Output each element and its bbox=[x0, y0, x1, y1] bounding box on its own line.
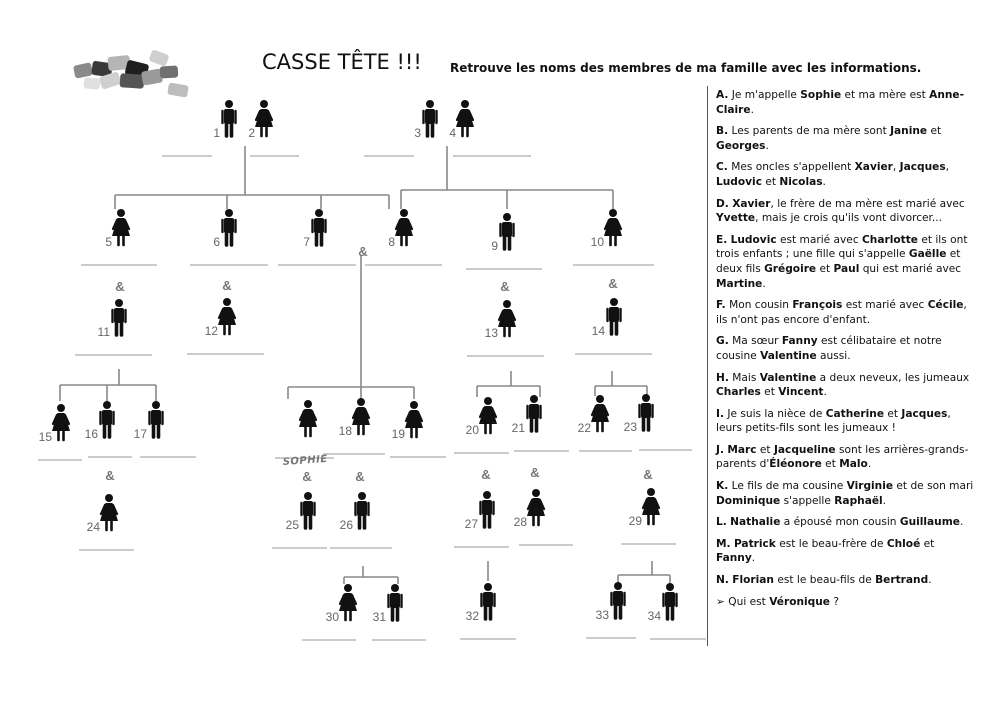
female-person-icon bbox=[527, 489, 545, 525]
clue-name: Raphaël bbox=[834, 494, 883, 507]
clue-letter: G. bbox=[716, 335, 729, 348]
person-number: 6 bbox=[213, 235, 220, 249]
clue-text: , ils n'ont pas encore d'enfant. bbox=[716, 299, 967, 326]
clue-item bbox=[716, 197, 974, 226]
male-person-icon bbox=[612, 582, 625, 618]
clue-letter: B. bbox=[716, 125, 729, 138]
male-person-icon bbox=[302, 492, 315, 528]
clue-name: Grégoire bbox=[764, 262, 817, 275]
male-person-icon bbox=[113, 299, 126, 335]
clue-letter: ➢ bbox=[716, 595, 725, 608]
clue-item bbox=[716, 160, 974, 189]
clue-name: Dominique bbox=[716, 494, 781, 507]
clue-text: , mais je crois qu'ils vont divorcer... bbox=[755, 212, 943, 225]
person-number: 11 bbox=[97, 325, 110, 339]
person-number: 29 bbox=[628, 514, 642, 528]
person-number: 10 bbox=[590, 235, 604, 249]
person-number: 5 bbox=[105, 235, 112, 249]
clue-text: est le beau-frère de bbox=[775, 537, 887, 550]
female-person-icon bbox=[299, 400, 317, 436]
female-person-icon bbox=[591, 395, 609, 431]
male-person-icon bbox=[424, 100, 437, 136]
person-number: 15 bbox=[38, 430, 52, 444]
clue-text: et bbox=[756, 443, 774, 456]
clue-text: et deux fils bbox=[716, 248, 961, 275]
clue-letter: A. bbox=[716, 89, 729, 101]
clue-name: Valentine bbox=[759, 371, 817, 384]
person-number: 17 bbox=[133, 427, 147, 441]
clue-item bbox=[716, 334, 974, 363]
clue-text: . bbox=[751, 552, 756, 565]
male-person-icon bbox=[150, 401, 163, 437]
clue-text: . bbox=[867, 458, 872, 471]
clue-name: Valentine bbox=[760, 349, 817, 362]
person-number: 2 bbox=[248, 126, 255, 140]
clue-letter: J. bbox=[716, 443, 724, 456]
clue-text: qui est marié avec bbox=[859, 262, 962, 275]
clue-name: Fanny bbox=[716, 552, 752, 565]
clue-name: Martine bbox=[716, 277, 763, 290]
clue-name: Yvette bbox=[716, 212, 756, 225]
clue-text: et bbox=[927, 125, 942, 138]
clue-text: a épousé mon cousin bbox=[780, 516, 900, 529]
person-number: 4 bbox=[449, 126, 456, 140]
clue-text: Mes oncles s'appellent bbox=[731, 161, 855, 174]
clue-name: Jacques bbox=[899, 161, 946, 174]
clue-letter: D. bbox=[716, 197, 729, 210]
clue-name: Cécile bbox=[927, 299, 964, 312]
clue-text: . bbox=[928, 574, 932, 587]
clue-name: Anne-Claire bbox=[716, 89, 965, 116]
clue-text: , bbox=[945, 161, 950, 174]
person-number: 9 bbox=[491, 239, 498, 253]
clue-name: Georges bbox=[716, 139, 766, 152]
clue-text: et ma mère est bbox=[841, 89, 930, 101]
clue-name: Florian bbox=[732, 574, 774, 587]
clue-text: ? bbox=[829, 595, 839, 608]
person-number: 26 bbox=[339, 518, 353, 532]
page-title: CASSE TÊTE !!! bbox=[262, 50, 422, 74]
clue-text: . bbox=[762, 277, 766, 290]
clue-name: Jacqueline bbox=[773, 443, 836, 456]
clue-letter: K. bbox=[716, 480, 729, 493]
male-person-icon bbox=[356, 492, 369, 528]
female-person-icon bbox=[498, 300, 516, 336]
clue-letter: N. bbox=[716, 574, 729, 587]
clue-text: Mon cousin bbox=[729, 299, 793, 312]
clue-text: est célibataire et notre cousine bbox=[716, 335, 942, 362]
clue-text: a deux neveux, les jumeaux bbox=[816, 371, 970, 384]
clue-text: est le beau-fils de bbox=[773, 574, 876, 587]
clue-text: sont les arrières-grands-parents d' bbox=[716, 443, 969, 471]
clues-divider bbox=[707, 86, 708, 646]
clue-name: Paul bbox=[833, 262, 860, 275]
person-number: 23 bbox=[623, 420, 637, 434]
clue-text: Le fils de ma cousine bbox=[731, 480, 847, 493]
clue-letter: I. bbox=[716, 407, 724, 420]
female-person-icon bbox=[255, 100, 273, 136]
person-number: 3 bbox=[414, 126, 421, 140]
person-number: 1 bbox=[213, 126, 220, 140]
clue-name: Fanny bbox=[781, 335, 818, 348]
clue-name: Patrick bbox=[733, 537, 776, 550]
clues-list bbox=[716, 88, 974, 616]
ampersand: & bbox=[355, 469, 365, 484]
female-person-icon bbox=[352, 398, 370, 434]
clue-item bbox=[716, 573, 974, 588]
clue-name: Ludovic bbox=[730, 233, 777, 246]
clue-name: Nicolas bbox=[779, 175, 823, 188]
male-person-icon bbox=[223, 209, 236, 245]
clue-name: Nathalie bbox=[730, 516, 781, 529]
male-person-icon bbox=[608, 298, 621, 334]
clue-text: est marié avec bbox=[776, 233, 863, 246]
female-person-icon bbox=[52, 404, 70, 440]
clue-letter: E. bbox=[716, 233, 728, 246]
ampersand: & bbox=[105, 468, 115, 483]
clue-item bbox=[716, 479, 974, 508]
person-number: 22 bbox=[577, 421, 591, 435]
ampersand: & bbox=[643, 467, 653, 482]
clue-text: Qui est bbox=[728, 595, 770, 608]
clue-name: Charlotte bbox=[862, 233, 918, 246]
clue-name: Vincent bbox=[778, 386, 824, 399]
person-number: 33 bbox=[595, 608, 609, 622]
clue-text: , bbox=[892, 161, 900, 174]
person-number: 21 bbox=[511, 421, 525, 435]
person-number: 25 bbox=[285, 518, 299, 532]
person-number: 8 bbox=[388, 235, 395, 249]
clue-name: Malo bbox=[839, 458, 868, 471]
clue-text: . bbox=[765, 139, 769, 152]
clue-letter: C. bbox=[716, 161, 728, 174]
female-person-icon bbox=[339, 584, 357, 620]
female-person-icon bbox=[479, 397, 497, 433]
person-number: 16 bbox=[84, 427, 98, 441]
ampersand: & bbox=[115, 279, 125, 294]
clue-name: Sophie bbox=[800, 89, 842, 101]
clue-letter: M. bbox=[716, 537, 731, 550]
clue-text: et bbox=[920, 537, 935, 550]
male-person-icon bbox=[481, 491, 494, 527]
clue-name: Ludovic bbox=[716, 175, 762, 188]
male-person-icon bbox=[501, 213, 514, 249]
female-person-icon bbox=[100, 494, 118, 530]
clue-text: Je suis la nièce de bbox=[727, 407, 826, 420]
person-number: 32 bbox=[465, 609, 479, 623]
page-subtitle: Retrouve les noms des membres de ma famille avec les informations. bbox=[450, 61, 922, 75]
clue-letter: F. bbox=[716, 299, 726, 312]
male-person-icon bbox=[313, 209, 326, 245]
clue-text: . bbox=[750, 103, 754, 116]
clue-name: Catherine bbox=[825, 407, 885, 420]
ampersand: & bbox=[608, 276, 618, 291]
clue-text: . bbox=[882, 494, 887, 507]
person-number: 31 bbox=[372, 610, 386, 624]
person-number: 7 bbox=[303, 235, 310, 249]
person-number: 20 bbox=[465, 423, 479, 437]
female-person-icon bbox=[456, 100, 474, 136]
person-number: 27 bbox=[464, 517, 478, 531]
clue-item bbox=[716, 233, 974, 291]
female-person-icon bbox=[218, 298, 236, 334]
clue-name: Chloé bbox=[886, 537, 921, 550]
clue-text: Ma sœur bbox=[732, 335, 782, 348]
person-number: 34 bbox=[647, 609, 661, 623]
clue-name: Gaëlle bbox=[908, 248, 947, 261]
clue-name: Virginie bbox=[846, 480, 894, 493]
clue-item bbox=[716, 443, 974, 472]
clue-text: s'appelle bbox=[780, 494, 835, 507]
person-number: 19 bbox=[391, 427, 405, 441]
clue-text: Les parents de ma mère sont bbox=[731, 125, 891, 138]
clue-text: . bbox=[822, 175, 826, 188]
male-person-icon bbox=[389, 584, 402, 620]
clue-item bbox=[716, 88, 974, 117]
female-person-icon bbox=[604, 209, 622, 245]
person-number: 30 bbox=[325, 610, 339, 624]
female-person-icon bbox=[112, 209, 130, 245]
clue-name: Bertrand bbox=[875, 574, 929, 587]
ampersand: & bbox=[358, 244, 368, 259]
clue-item bbox=[716, 515, 974, 530]
person-number: 18 bbox=[338, 424, 352, 438]
person-number: 13 bbox=[484, 326, 498, 340]
male-person-icon bbox=[101, 401, 114, 437]
sophie-handwritten-label: SOPHIE bbox=[282, 453, 329, 468]
clue-letter: H. bbox=[716, 371, 729, 384]
clue-text: et de son mari bbox=[893, 480, 974, 493]
person-number: 14 bbox=[591, 324, 605, 338]
clue-item bbox=[716, 407, 974, 436]
male-person-icon bbox=[528, 395, 541, 431]
person-number: 24 bbox=[86, 520, 100, 534]
puzzle-pieces-icon bbox=[73, 49, 189, 97]
clue-name: Guillaume bbox=[899, 516, 960, 529]
clue-name: François bbox=[792, 299, 843, 312]
clue-text: Je m'appelle bbox=[731, 89, 801, 101]
clue-text: et bbox=[816, 262, 834, 275]
clue-text: et bbox=[760, 386, 779, 399]
clue-item bbox=[716, 298, 974, 327]
clue-text: . bbox=[823, 386, 827, 399]
clue-text: , le frère de ma mère est marié avec bbox=[770, 197, 965, 210]
clue-name: Xavier bbox=[854, 161, 893, 174]
ampersand: & bbox=[302, 469, 312, 484]
person-number: 12 bbox=[204, 324, 218, 338]
clue-text: . bbox=[959, 516, 964, 529]
clue-name: Jacques bbox=[901, 407, 948, 420]
clue-text: et bbox=[821, 458, 840, 471]
female-person-icon bbox=[395, 209, 413, 245]
male-person-icon bbox=[482, 583, 495, 619]
clue-text: , leurs petits-fils sont les jumeaux ! bbox=[716, 407, 951, 435]
ampersand: & bbox=[481, 467, 491, 482]
ampersand: & bbox=[500, 279, 510, 294]
female-person-icon bbox=[642, 488, 660, 524]
clue-item bbox=[716, 537, 974, 566]
clue-name: Charles bbox=[716, 386, 761, 399]
ampersand: & bbox=[222, 278, 232, 293]
clue-text: aussi. bbox=[816, 349, 851, 362]
clue-name: Marc bbox=[727, 443, 757, 456]
clue-name: Véronique bbox=[769, 595, 830, 608]
clue-text: Mais bbox=[732, 371, 760, 384]
clue-item bbox=[716, 371, 974, 400]
clue-letter: L. bbox=[716, 516, 727, 529]
clue-item bbox=[716, 595, 974, 610]
clue-text: et bbox=[761, 175, 780, 188]
clue-name: Xavier bbox=[732, 197, 771, 210]
clue-text: et bbox=[884, 407, 902, 420]
clue-name: Janine bbox=[890, 125, 928, 138]
person-number: 28 bbox=[513, 515, 527, 529]
clue-text: et ils ont trois enfants ; une fille qui s'appelle bbox=[716, 233, 968, 261]
female-person-icon bbox=[405, 401, 423, 437]
ampersand: & bbox=[530, 465, 540, 480]
clue-text: est marié avec bbox=[842, 299, 928, 312]
male-person-icon bbox=[640, 394, 653, 430]
clue-name: Éléonore bbox=[769, 458, 822, 471]
male-person-icon bbox=[223, 100, 236, 136]
clue-item bbox=[716, 124, 974, 153]
male-person-icon bbox=[664, 583, 677, 619]
